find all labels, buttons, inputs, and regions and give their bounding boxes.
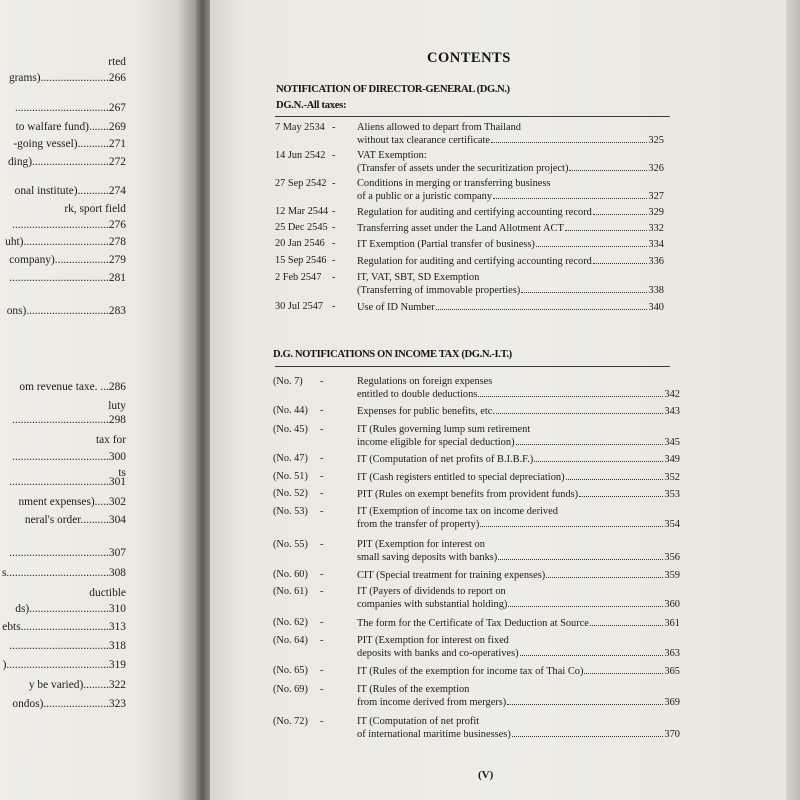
entry-description-line xyxy=(357,471,680,484)
entry-number: (No. 7) xyxy=(273,376,303,387)
entry-description-text: PIT (Exemption for interest on xyxy=(357,539,485,550)
entry-description-text: Regulations on foreign expenses xyxy=(357,376,493,387)
entry-page-number: 349 xyxy=(664,454,680,465)
entry-page-number: 327 xyxy=(648,191,664,202)
entry-description-text: IT (Rules of the exemption for income tax of Thai Co) xyxy=(357,666,584,677)
entry-description-text: deposits with banks and co-operatives) xyxy=(357,648,519,659)
entry-page-number: 325 xyxy=(648,135,664,146)
entry-number: (No. 65) xyxy=(273,665,308,676)
entry-description-text: of international maritime businesses) xyxy=(357,729,511,740)
entry-description-line xyxy=(357,696,680,709)
left-page-line: ds)............................310 xyxy=(15,603,126,615)
entry-description-line xyxy=(357,539,485,551)
entry-description-text: IT (Cash registers entitled to special depreciation) xyxy=(357,472,565,483)
entry-description-line xyxy=(357,134,664,147)
left-page-line: ebts...............................313 xyxy=(2,621,126,633)
entry-description-line xyxy=(357,647,680,660)
entry-number: (No. 60) xyxy=(273,569,308,580)
entry-dash: - xyxy=(332,178,336,189)
entry-dash: - xyxy=(320,586,324,597)
entry-page-number: 326 xyxy=(648,163,664,174)
dot-leader xyxy=(593,255,648,264)
entry-dash: - xyxy=(332,222,336,233)
entry-dash: - xyxy=(332,122,336,133)
entry-description-line xyxy=(357,238,664,251)
entry-description-text: Aliens allowed to depart from Thailand xyxy=(357,122,521,133)
left-page-line: luty xyxy=(108,400,126,412)
dot-leader xyxy=(498,551,663,560)
left-page-line: ons).............................283 xyxy=(6,305,126,317)
entry-description-text: IT (Payers of dividends to report on xyxy=(357,586,506,597)
entry-description-line xyxy=(357,388,680,401)
entry-description-line xyxy=(357,728,680,741)
dot-leader xyxy=(508,598,663,607)
entry-description-line xyxy=(357,301,664,314)
left-page-line: to walfare fund).......269 xyxy=(15,121,126,133)
dot-leader xyxy=(536,238,648,247)
entry-description-text: IT Exemption (Partial transfer of business) xyxy=(357,239,535,250)
entry-description-line xyxy=(357,506,558,518)
entry-description-line xyxy=(357,518,680,531)
left-page-line: ..................................276 xyxy=(12,219,126,231)
dot-leader xyxy=(436,301,648,310)
entry-description-text: Regulation for auditing and certifying accounting record xyxy=(357,256,592,267)
entry-dash: - xyxy=(320,635,324,646)
entry-dash: - xyxy=(320,684,324,695)
entry-dash: - xyxy=(332,272,336,283)
entry-dash: - xyxy=(320,488,324,499)
entry-date: 7 May 2534 xyxy=(275,122,325,133)
section1-subheading: DG.N.-All taxes: xyxy=(276,100,347,111)
entry-number: (No. 44) xyxy=(273,405,308,416)
left-page-line: ...................................281 xyxy=(9,272,126,284)
dot-leader xyxy=(516,436,664,445)
entry-dash: - xyxy=(320,376,324,387)
left-page-line: ...................................307 xyxy=(9,547,126,559)
entry-dash: - xyxy=(332,206,336,217)
entry-dash: - xyxy=(332,255,336,266)
entry-description-line xyxy=(357,272,479,284)
dot-leader xyxy=(507,696,663,705)
entry-description-line xyxy=(357,405,680,418)
entry-description-line xyxy=(357,635,509,647)
entry-description-line xyxy=(357,424,530,436)
entry-description-line xyxy=(357,586,506,598)
entry-page-number: 369 xyxy=(664,697,680,708)
entry-page-number: 336 xyxy=(648,256,664,267)
left-page-line: company)...................279 xyxy=(9,254,126,266)
left-page-line: nment expenses).....302 xyxy=(18,496,126,508)
entry-number: (No. 62) xyxy=(273,617,308,628)
entry-page-number: 342 xyxy=(664,389,680,400)
entry-description-text: Transferring asset under the Land Allotment ACT xyxy=(357,223,564,234)
entry-description-text: small saving deposits with banks) xyxy=(357,552,498,563)
entry-page-number: 360 xyxy=(664,599,680,610)
entry-description-text: IT (Rules of the exemption xyxy=(357,684,470,695)
entry-dash: - xyxy=(320,424,324,435)
entry-description-line xyxy=(357,122,521,134)
section2-rule xyxy=(275,366,670,367)
left-page-line: ...................................318 xyxy=(9,640,126,652)
entry-number: (No. 52) xyxy=(273,488,308,499)
left-page-line: neral's order..........304 xyxy=(24,514,126,526)
entry-description-line xyxy=(357,617,680,630)
page-edge xyxy=(786,0,800,800)
entry-page-number: 365 xyxy=(664,666,680,677)
entry-page-number: 340 xyxy=(648,302,664,313)
entry-description-line xyxy=(357,569,680,582)
entry-number: (No. 64) xyxy=(273,635,308,646)
entry-description-line xyxy=(357,716,479,728)
dot-leader xyxy=(566,471,664,480)
left-page-line: s....................................308 xyxy=(1,567,126,579)
dot-leader xyxy=(480,518,663,527)
entry-number: (No. 55) xyxy=(273,539,308,550)
entry-dash: - xyxy=(320,506,324,517)
section2-heading: D.G. NOTIFICATIONS ON INCOME TAX (DG.N.-I.T.) xyxy=(273,349,512,360)
entry-description-text: Expenses for public benefits, etc. xyxy=(357,406,495,417)
entry-page-number: 356 xyxy=(664,552,680,563)
entry-description-text: Use of ID Number xyxy=(357,302,435,313)
entry-description-text: IT, VAT, SBT, SD Exemption xyxy=(357,272,480,283)
entry-description-line xyxy=(357,488,680,501)
entry-description-text: VAT Exemption: xyxy=(357,150,427,161)
left-page-line: onal institute)...........274 xyxy=(14,185,126,197)
dot-leader xyxy=(534,453,663,462)
dot-leader xyxy=(491,134,647,143)
entry-description-text: Conditions in merging or transferring business xyxy=(357,178,551,189)
entry-date: 30 Jul 2547 xyxy=(275,301,324,312)
dot-leader xyxy=(478,388,663,397)
dot-leader xyxy=(512,728,664,737)
entry-page-number: 363 xyxy=(664,648,680,659)
dot-leader xyxy=(579,488,663,497)
left-page-line: ts xyxy=(118,467,126,479)
entry-dash: - xyxy=(332,301,336,312)
entry-description-text: CIT (Special treatment for training expenses) xyxy=(357,570,546,581)
left-page-line: ondos).......................323 xyxy=(12,698,126,710)
entry-description-text: IT (Exemption of income tax on income derived xyxy=(357,506,558,517)
entry-description-text: IT (Rules governing lump sum retirement xyxy=(357,424,531,435)
entry-description-text: from income derived from mergers) xyxy=(357,697,507,708)
entry-number: (No. 47) xyxy=(273,453,308,464)
section1-heading: NOTIFICATION OF DIRECTOR-GENERAL (DG.N.) xyxy=(276,84,510,95)
entry-page-number: 334 xyxy=(648,239,664,250)
left-page-line: ding)...........................272 xyxy=(7,156,126,168)
dot-leader xyxy=(569,162,647,171)
entry-description-line xyxy=(357,453,680,466)
entry-dash: - xyxy=(332,150,336,161)
left-page-line: tax for xyxy=(95,434,126,446)
left-page-line: grams)........................266 xyxy=(8,72,126,84)
entry-page-number: 359 xyxy=(664,570,680,581)
entry-description-text: of a public or a juristic company xyxy=(357,191,493,202)
entry-description-text: IT (Computation of net profits of B.I.B.F.) xyxy=(357,454,534,465)
entry-description-text: without tax clearance certificate xyxy=(357,135,490,146)
entry-dash: - xyxy=(320,405,324,416)
entry-page-number: 361 xyxy=(664,618,680,629)
dot-leader xyxy=(546,569,663,578)
entry-page-number: 343 xyxy=(664,406,680,417)
entry-page-number: 354 xyxy=(664,519,680,530)
entry-description-line xyxy=(357,222,664,235)
entry-description-text: PIT (Rules on exempt benefits from provident funds) xyxy=(357,489,579,500)
entry-description-text: (Transfer of assets under the securitization project) xyxy=(357,163,569,174)
entry-description-text: The form for the Certificate of Tax Deduction at Source xyxy=(357,618,589,629)
page-title: CONTENTS xyxy=(427,50,511,66)
entry-dash: - xyxy=(320,617,324,628)
entry-page-number: 370 xyxy=(664,729,680,740)
left-page xyxy=(0,0,196,800)
entry-date: 15 Sep 2546 xyxy=(275,255,327,266)
dot-leader xyxy=(521,284,647,293)
page-number: (V) xyxy=(478,769,494,781)
entry-date: 20 Jan 2546 xyxy=(275,238,325,249)
left-page-line: y be varied).........322 xyxy=(28,679,126,691)
entry-date: 2 Feb 2547 xyxy=(275,272,322,283)
left-page-line: ductible xyxy=(89,587,126,599)
entry-description-line xyxy=(357,376,492,388)
entry-dash: - xyxy=(320,453,324,464)
entry-date: 27 Sep 2542 xyxy=(275,178,327,189)
entry-dash: - xyxy=(320,665,324,676)
entry-page-number: 338 xyxy=(648,285,664,296)
entry-dash: - xyxy=(320,471,324,482)
entry-dash: - xyxy=(332,238,336,249)
entry-description-line xyxy=(357,190,664,203)
left-page-line: ..................................298 xyxy=(12,414,126,426)
book-gutter xyxy=(196,0,210,800)
left-page-line: rted xyxy=(108,56,126,68)
entry-description-line xyxy=(357,436,680,449)
entry-description-text: from the transfer of property) xyxy=(357,519,480,530)
entry-date: 25 Dec 2545 xyxy=(275,222,328,233)
entry-description-text: IT (Computation of net profit xyxy=(357,716,480,727)
entry-description-line xyxy=(357,255,664,268)
entry-description-text: PIT (Exemption for interest on fixed xyxy=(357,635,509,646)
dot-leader xyxy=(496,405,663,414)
entry-date: 12 Mar 2544 xyxy=(275,206,329,217)
entry-dash: - xyxy=(320,539,324,550)
entry-description-line xyxy=(357,684,469,696)
entry-description-text: entitled to double deductions xyxy=(357,389,478,400)
entry-description-line xyxy=(357,598,680,611)
entry-number: (No. 72) xyxy=(273,716,308,727)
entry-number: (No. 45) xyxy=(273,424,308,435)
dot-leader xyxy=(565,222,648,231)
entry-description-text: (Transferring of immovable properties) xyxy=(357,285,521,296)
entry-page-number: 332 xyxy=(648,223,664,234)
entry-description-line xyxy=(357,150,427,162)
dot-leader xyxy=(590,617,663,626)
left-page-line: )....................................319 xyxy=(2,659,126,671)
left-page-line: .................................267 xyxy=(14,102,126,114)
left-page-line: rk, sport field xyxy=(64,203,126,215)
entry-dash: - xyxy=(320,716,324,727)
entry-number: (No. 51) xyxy=(273,471,308,482)
dot-leader xyxy=(493,190,647,199)
entry-number: (No. 69) xyxy=(273,684,308,695)
dot-leader xyxy=(520,647,664,656)
left-page-line: -going vessel)...........271 xyxy=(13,138,126,150)
entry-page-number: 352 xyxy=(664,472,680,483)
entry-description-line xyxy=(357,551,680,564)
entry-number: (No. 61) xyxy=(273,586,308,597)
section1-rule xyxy=(275,116,670,117)
entry-date: 14 Jun 2542 xyxy=(275,150,326,161)
entry-page-number: 345 xyxy=(664,437,680,448)
entry-description-text: income eligible for special deduction) xyxy=(357,437,515,448)
entry-description-line xyxy=(357,206,664,219)
left-page-line: om revenue taxe. ...286 xyxy=(19,381,126,393)
entry-dash: - xyxy=(320,569,324,580)
dot-leader xyxy=(584,665,663,674)
left-page-line: uht)..............................278 xyxy=(5,236,126,248)
entry-description-line xyxy=(357,665,680,678)
entry-description-line xyxy=(357,162,664,175)
entry-description-line xyxy=(357,284,664,297)
entry-number: (No. 53) xyxy=(273,506,308,517)
entry-description-line xyxy=(357,178,550,190)
dot-leader xyxy=(593,206,648,215)
left-page-line: ..................................300 xyxy=(12,451,126,463)
entry-page-number: 329 xyxy=(648,207,664,218)
left-page-line: ...................................301 xyxy=(9,476,126,488)
entry-description-text: companies with substantial holding) xyxy=(357,599,508,610)
entry-page-number: 353 xyxy=(664,489,680,500)
entry-description-text: Regulation for auditing and certifying accounting record xyxy=(357,207,592,218)
